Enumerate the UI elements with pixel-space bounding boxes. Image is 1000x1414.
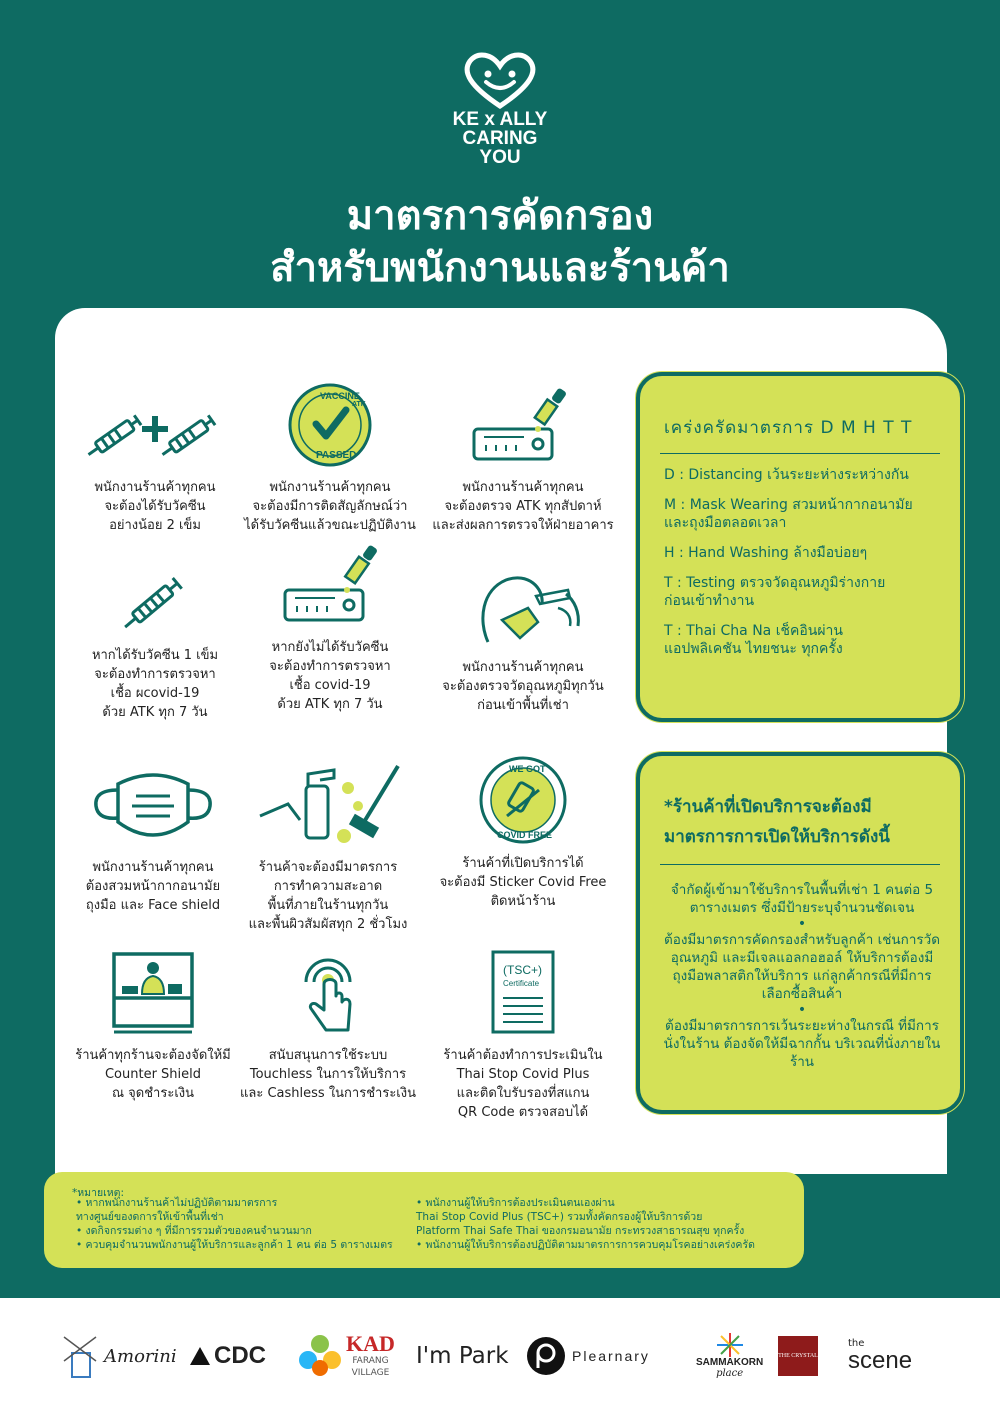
plearnary-wordmark: Plearnary (572, 1348, 650, 1364)
cleaning-spray-icon (248, 760, 408, 850)
item-text: ร้านค้าต้องทำการประเมินใน Thai Stop Covid Plus และติดใบรับรองที่สแกน QR Code ตรวจสอบได้ (443, 1048, 603, 1120)
remark-line: • หากพนักงานร้านค้าไม่ปฏิบัติตามมาตรการ (76, 1197, 278, 1209)
atk-test-kit-icon (468, 385, 578, 470)
item-tsc-certificate (428, 928, 618, 1122)
syringe-icon (110, 558, 200, 638)
cert-title-text: (TSC+) (503, 963, 542, 977)
logo-line-3: YOU (479, 147, 521, 168)
dmhtt-line-m: M : Mask Wearing สวมหน้ากากอนามัย และถุงมือตลอดเวลา (664, 497, 913, 531)
bullet-separator: • (797, 916, 807, 932)
sparkle-icon (717, 1333, 743, 1357)
cdc-wordmark: CDC (214, 1342, 266, 1369)
logo-line-1: KE x ALLY (452, 109, 548, 130)
farang-wordmark: FARANG (352, 1356, 389, 1366)
the-scene-logo (848, 1328, 912, 1384)
item-text: พนักงานร้านค้าทุกคน จะต้องตรวจ ATK ทุกสัปดาห์ และส่งผลการตรวจให้ฝ่ายอาคาร (432, 480, 614, 533)
dmhtt-heading: เคร่งครัดมาตรการ D M H T T (664, 418, 913, 438)
remark-line: • งดกิจกรรมต่าง ๆ ที่มีการรวมตัวของคนจำนวนมาก (76, 1225, 312, 1237)
item-cleaning (233, 740, 423, 934)
atk-test-kit-icon (275, 540, 385, 630)
item-one-dose (60, 528, 250, 722)
item-two-doses (60, 360, 250, 535)
dmhtt-line-t2: T : Thai Cha Na เช็คอินผ่าน แอปพลิเคชัน ไทยชนะ ทุกครั้ง (664, 623, 843, 657)
remark-line: Thai Stop Covid Plus (TSC+) รวมทั้งคัดกรองผู้ให้บริการด้วย (416, 1211, 703, 1223)
kad-farang-village-logo (298, 1328, 395, 1384)
amorini-wordmark: Amorini (104, 1345, 177, 1367)
item-text: พนักงานร้านค้าทุกคน ต้องสวมหน้ากากอนามัย ถุงมือ และ Face shield (85, 860, 221, 913)
flower-icon (298, 1334, 342, 1378)
remarks-column-left (76, 1196, 426, 1252)
item-text: หากยังไม่ได้รับวัคซีน จะต้องทำการตรวจหา เชื้อ covid-19 ด้วย ATK ทุก 7 วัน (269, 640, 391, 712)
bullet-separator: • (797, 1002, 807, 1018)
windmill-icon (60, 1333, 100, 1379)
two-syringes-icon (80, 390, 230, 470)
shop-measures-heading: *ร้านค้าที่เปิดบริการจะต้องมี มาตรการการเปิดให้บริการดังนี้ (664, 797, 890, 847)
im-park-logo (416, 1328, 509, 1384)
shop-measures-body (640, 865, 960, 1071)
item-text: พนักงานร้านค้าทุกคน จะต้องมีการติดสัญลักษณ์ว่า ได้รับวัคซีนแล้วขณะปฏิบัติงาน (244, 480, 416, 533)
sammakorn-wordmark: SAMMAKORN (696, 1357, 764, 1368)
badge-side-text: ATK (352, 401, 366, 408)
counter-shield-icon (108, 948, 198, 1038)
item-vaccine-badge (235, 360, 425, 535)
measure-paragraph: ต้องมีมาตรการการเว้นระยะห่างในกรณี ที่มีการนั่งในร้าน ต้องจัดให้มีฉากกั้น บริเวณที่นั่งภายในร้าน (663, 1018, 941, 1070)
cdc-logo (190, 1328, 266, 1384)
logo-line-2: CARING (462, 128, 538, 149)
village-wordmark: VILLAGE (351, 1368, 390, 1378)
badge-top-text: VACCINE (320, 391, 360, 401)
remark-line: • พนักงานผู้ให้บริการต้องประเมินตนเองผ่าน (416, 1197, 615, 1209)
im-park-wordmark: I'm Park (416, 1343, 509, 1369)
dmhtt-line-h: H : Hand Washing ล้างมือบ่อยๆ (664, 545, 868, 561)
partner-logos-footer (0, 1298, 1000, 1414)
title-line-2: สำหรับพนักงานและร้านค้า (270, 245, 730, 291)
item-counter-shield (58, 928, 248, 1103)
remark-line: ทางศูนย์ของดการให้เข้าพื้นที่เช่า (76, 1211, 224, 1223)
cert-sub-text: Certificate (503, 979, 540, 988)
item-text: ร้านค้าทุกร้านจะต้องจัดให้มี Counter Shield ณ จุดชำระเงิน (75, 1048, 231, 1101)
item-temperature (428, 540, 618, 715)
covid-free-badge-icon (473, 750, 573, 846)
dmhtt-line-d: D : Distancing เว้นระยะห่างระหว่างกัน (664, 467, 909, 483)
dmhtt-line-t1: T : Testing ตรวจวัดอุณหภูมิร่างกาย ก่อนเข้าทำงาน (664, 575, 886, 609)
temperature-check-icon (458, 550, 588, 650)
vaccine-passed-badge-icon (280, 380, 380, 470)
item-covid-free (428, 736, 618, 911)
remarks-box (44, 1172, 804, 1268)
title-line-1: มาตรการคัดกรอง (346, 193, 654, 239)
item-no-vaccine (235, 520, 425, 714)
dmhtt-panel (636, 372, 964, 722)
kad-wordmark: KAD (346, 1331, 395, 1356)
remark-line: Platform Thai Safe Thai ของกรมอนามัย กระทรวงสาธารณสุข ทุกครั้ง (416, 1225, 745, 1237)
measure-paragraph: จำกัดผู้เข้ามาใช้บริการในพื้นที่เช่า 1 คนต่อ 5 ตารางเมตร ซึ่งมีป้ายระบุจำนวนชัดเจน (670, 882, 934, 916)
plearnary-p-icon (526, 1336, 566, 1376)
heart-smile-icon (460, 50, 540, 110)
item-text: พนักงานร้านค้าทุกคน จะต้องได้รับวัคซีน อย่างน้อย 2 เข็ม (94, 480, 216, 533)
item-text: หากได้รับวัคซีน 1 เข็ม จะต้องทำการตรวจหา เชื้อ ผcovid-19 ด้วย ATK ทุก 7 วัน (91, 648, 219, 720)
touch-hand-icon (288, 948, 368, 1038)
item-mask (58, 740, 248, 915)
item-atk-weekly (428, 360, 618, 535)
badge-bottom-text: COVID FREE (497, 830, 553, 840)
the-wordmark: the (848, 1338, 865, 1349)
item-text: พนักงานร้านค้าทุกคน จะต้องตรวจวัดอุณหภูมิทุกวัน ก่อนเข้าพื้นที่เช่า (442, 660, 604, 713)
plearnary-logo (526, 1328, 650, 1384)
triangle-icon (190, 1347, 210, 1365)
face-mask-icon (88, 760, 218, 850)
remarks-heading: *หมายเหตุ: (72, 1187, 125, 1199)
remark-line: • พนักงานผู้ให้บริการต้องปฏิบัติตามมาตรการการควบคุมโรคอย่างเคร่งครัด (416, 1239, 755, 1251)
item-text: สนับสนุนการใช้ระบบ Touchless ในการให้บริการ และ Cashless ในการชำระเงิน (240, 1048, 416, 1101)
the-crystal-logo (778, 1328, 818, 1384)
certificate-icon (483, 948, 563, 1038)
amorini-logo (60, 1328, 177, 1384)
badge-top-text: WE GOT (509, 764, 546, 774)
badge-bottom-text: PASSED (316, 450, 357, 461)
shop-measures-panel (636, 752, 964, 1114)
item-text: ร้านค้าจะต้องมีมาตรการ การทำความสะอาด พื้นที่ภายในร้านทุกวัน และพื้นผิวสัมผัสทุก 2 ชั่วโมง (248, 860, 408, 932)
item-text: ร้านค้าที่เปิดบริการได้ จะต้องมี Sticker Covid Free ติดหน้าร้าน (439, 856, 607, 909)
measure-paragraph: ต้องมีมาตรการคัดกรองสำหรับลูกค้า เช่นการวัดอุณหภูมิ และมีเจลแอลกอฮอล์ ให้บริการต้องมีถุงมือพลาสติกให้บริการ แก่ลูกค้ากรณีที่มีการเลือกซื้อสินค้า (663, 932, 941, 1002)
sammakorn-place-logo (696, 1328, 763, 1384)
item-touchless (233, 928, 423, 1103)
scene-wordmark: scene (848, 1347, 913, 1374)
remark-line: • ควบคุมจำนวนพนักงานผู้ให้บริการและลูกค้า 1 คน ต่อ 5 ตารางเมตร (76, 1239, 393, 1251)
place-wordmark: place (716, 1368, 744, 1379)
crystal-wordmark: THE CRYSTAL (778, 1336, 818, 1376)
page-title (0, 190, 1000, 294)
remarks-column-right (416, 1196, 806, 1252)
ke-ally-logo (440, 50, 560, 167)
